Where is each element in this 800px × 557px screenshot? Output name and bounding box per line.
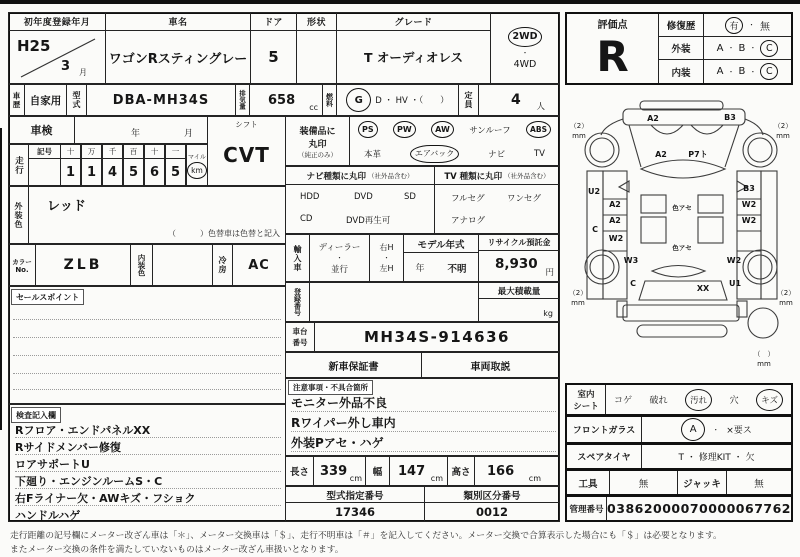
equipment-items-cell bbox=[349, 116, 560, 166]
equipment-label-2: 丸印 bbox=[308, 139, 327, 150]
evaluation-score: R bbox=[596, 31, 629, 81]
repair-yes-circled: 有 bbox=[725, 17, 743, 34]
damage-code: A2 bbox=[609, 216, 621, 225]
damage-code: XX bbox=[696, 284, 710, 293]
first-reg-cell bbox=[8, 30, 106, 84]
car-damage-diagram bbox=[565, 95, 795, 383]
windshield-note: ×要ス bbox=[726, 426, 752, 436]
seat-row bbox=[565, 383, 793, 416]
handle-dot: ・ bbox=[383, 254, 390, 262]
first-reg-month: 3 bbox=[61, 59, 71, 74]
digit-value: 6 bbox=[149, 165, 160, 180]
equipment-label-cell bbox=[285, 116, 350, 166]
spare-tire-value: T ・ 修理KIT ・ 欠 bbox=[678, 453, 755, 463]
drive-2wd-circled: 2WD bbox=[508, 27, 543, 47]
height-value: 166 bbox=[487, 464, 515, 479]
recycle-header: リサイクル預託金 bbox=[479, 235, 559, 251]
cooling-value: AC bbox=[232, 244, 286, 286]
damage-code: W2 bbox=[741, 200, 757, 209]
damage-code: C bbox=[630, 279, 636, 288]
shape-header: 形状 bbox=[296, 12, 337, 31]
damage-code: U2 bbox=[587, 187, 601, 196]
ruled-line bbox=[13, 337, 281, 338]
spare-tire-label: スペアタイヤ bbox=[567, 445, 642, 468]
grade-a: A bbox=[716, 42, 724, 54]
capacity-cell bbox=[478, 84, 560, 116]
mileage-col-5 bbox=[144, 144, 165, 186]
capacity-value: 4 bbox=[511, 92, 521, 108]
exterior-grade-c-circled: C bbox=[760, 40, 778, 57]
tools-value: 無 bbox=[610, 471, 678, 494]
dot: ・ bbox=[749, 44, 757, 52]
dot: ・ bbox=[749, 67, 757, 76]
mm-annotation: （ ） bbox=[753, 350, 775, 358]
inspection-note-item: ハンドルハゲ bbox=[15, 509, 81, 522]
tv-analog: アナログ bbox=[451, 216, 486, 226]
damage-code: A2 bbox=[609, 200, 621, 209]
recycle-unit: 円 bbox=[545, 268, 554, 278]
repair-no: 無 bbox=[760, 21, 770, 33]
displacement-value: 658 bbox=[268, 93, 296, 108]
displacement-unit: cc bbox=[309, 103, 318, 112]
month-suffix: 月 bbox=[79, 68, 87, 77]
inspection-note-item: 下廻り・エンジンルームS・C bbox=[15, 473, 281, 489]
registration-label: 登録番号 bbox=[285, 282, 310, 322]
car-name-header: 車名 bbox=[105, 12, 251, 31]
tv-type-header: TV 種類に丸印 bbox=[444, 171, 503, 182]
digit-header: 十 bbox=[61, 145, 80, 159]
digit-value: 1 bbox=[86, 165, 97, 180]
headlight-right bbox=[691, 125, 723, 134]
drive-4wd: 4WD bbox=[513, 58, 537, 70]
mm-annotation: （2） bbox=[773, 122, 793, 130]
digit-value: 1 bbox=[65, 165, 76, 180]
ext-color-note: （ ）色替車は色替と記入 bbox=[168, 229, 280, 238]
shape-value bbox=[296, 30, 337, 84]
evaluation-label: 評価点 bbox=[597, 19, 628, 31]
wheel-front-left-rim bbox=[590, 138, 614, 162]
import-dot: ・ bbox=[336, 254, 343, 262]
height-label: 高さ bbox=[447, 456, 475, 486]
chassis-label-2: 番号 bbox=[292, 338, 308, 347]
ruled-line bbox=[13, 355, 281, 356]
right-window-front bbox=[698, 195, 723, 213]
rear-bumper bbox=[623, 305, 739, 321]
drive-dot: ・ bbox=[521, 48, 529, 57]
mm-annotation: mm bbox=[776, 132, 790, 140]
wheel-front-right-rim bbox=[748, 138, 772, 162]
windshield bbox=[641, 160, 725, 178]
mileage-symbol-header: 記号 bbox=[29, 145, 60, 159]
tv-type-note: （社外品含む） bbox=[504, 172, 550, 180]
color-no-label-1: カラー bbox=[12, 257, 32, 266]
ext-color-label: 外装色 bbox=[8, 186, 29, 244]
width-value: 147 bbox=[398, 464, 426, 479]
grade-a: A bbox=[716, 66, 724, 77]
left-window-rear bbox=[641, 217, 666, 243]
issue-item: Rワイパー外し車内 bbox=[291, 414, 556, 432]
damage-code: 色アセ bbox=[672, 244, 692, 252]
dot: ・ bbox=[727, 67, 735, 76]
equipment-aw-circled: AW bbox=[431, 121, 454, 138]
type-number-header: 型式指定番号 bbox=[285, 486, 425, 503]
import-dealer-cell bbox=[309, 234, 370, 282]
ruled-line bbox=[13, 389, 281, 390]
equipment-sunroof: サンルーフ bbox=[469, 125, 511, 136]
damage-code: A2 bbox=[655, 150, 667, 159]
dot: ・ bbox=[727, 44, 735, 52]
dot: ・ bbox=[712, 425, 720, 434]
tools-label: 工具 bbox=[567, 471, 610, 494]
fuel-g-circled: G bbox=[346, 88, 371, 112]
inspection-notes-section bbox=[8, 404, 286, 522]
repair-history-label: 修復歴 bbox=[659, 14, 704, 36]
mileage-col-1 bbox=[60, 144, 81, 186]
mm-annotation: （2） bbox=[568, 289, 588, 297]
car-name-value: ワゴンRスティングレー bbox=[105, 30, 251, 84]
spare-tire-circle bbox=[748, 308, 778, 338]
navi-type-cell bbox=[285, 166, 435, 234]
first-reg-header: 初年度登録年月 bbox=[8, 12, 106, 31]
class-number-header: 類別区分番号 bbox=[424, 486, 560, 503]
interior-color-value bbox=[152, 244, 213, 286]
windshield-a-circled: A bbox=[681, 418, 705, 441]
evaluation-box bbox=[565, 12, 793, 85]
length-label: 長さ bbox=[285, 456, 314, 486]
damage-code: 色アセ bbox=[672, 204, 692, 212]
equipment-ps-circled: PS bbox=[358, 121, 378, 138]
capacity-unit: 人 bbox=[536, 102, 545, 112]
issue-item: 外装Pアセ・ハゲ bbox=[291, 434, 556, 452]
manual-cell: 車両取説 bbox=[421, 352, 560, 378]
jack-value: 無 bbox=[754, 478, 764, 490]
registration-value bbox=[309, 282, 479, 322]
width-label: 幅 bbox=[365, 456, 390, 486]
max-load-cell bbox=[478, 282, 560, 322]
tv-fullseg: フルセグ bbox=[451, 194, 485, 204]
navi-cd: CD bbox=[300, 214, 313, 224]
color-no-label-2: No. bbox=[15, 265, 29, 274]
km-circled: km bbox=[187, 162, 207, 179]
sales-point-section bbox=[8, 286, 286, 404]
interior-grade-c-circled: C bbox=[760, 63, 778, 80]
model-code-value: DBA-MH34S bbox=[86, 84, 236, 116]
rear-bumper-tab-left bbox=[617, 301, 627, 317]
jack-label: ジャッキ bbox=[678, 471, 727, 494]
length-unit: cm bbox=[349, 474, 362, 483]
digit-header: 千 bbox=[103, 145, 122, 159]
digit-header: 一 bbox=[166, 145, 185, 159]
equipment-navi: ナビ bbox=[488, 149, 506, 160]
ruled-line bbox=[13, 319, 281, 320]
class-number-value: 0012 bbox=[424, 502, 560, 522]
windshield-label: フロントガラス bbox=[567, 417, 642, 442]
mm-annotation: mm bbox=[757, 360, 771, 368]
digit-value: 5 bbox=[170, 165, 181, 180]
shift-value: CVT bbox=[223, 143, 270, 167]
displacement-cell bbox=[249, 84, 323, 116]
max-load-unit: kg bbox=[543, 309, 553, 318]
shaken-label: 車検 bbox=[8, 116, 75, 144]
hood-edges bbox=[629, 125, 739, 167]
inspection-note-item: Rサイドメンバー修復 bbox=[15, 439, 281, 455]
recycle-cell bbox=[478, 234, 560, 282]
rear-deck bbox=[639, 281, 727, 300]
mileage-col-2 bbox=[81, 144, 102, 186]
recycle-value: 8,930 bbox=[495, 256, 538, 272]
color-no-value: ZLB bbox=[35, 244, 131, 286]
handle-left: 左H bbox=[379, 264, 394, 273]
ruled-line bbox=[13, 373, 281, 374]
width-unit: cm bbox=[430, 474, 443, 483]
seat-ana: 穴 bbox=[729, 396, 739, 406]
issue-item: モニター外品不良 bbox=[291, 394, 556, 412]
spare-tire-row bbox=[565, 443, 793, 470]
management-label: 管理番号 bbox=[567, 497, 607, 520]
model-year-suffix: 年 bbox=[415, 264, 425, 274]
navi-dvd: DVD bbox=[354, 192, 373, 202]
chassis-label-1: 車台 bbox=[292, 327, 308, 336]
grade-b: B bbox=[738, 66, 746, 77]
issues-section bbox=[285, 378, 560, 456]
max-load-header: 最大積載量 bbox=[479, 283, 559, 299]
import-parallel: 並行 bbox=[330, 265, 348, 275]
digit-header: 万 bbox=[82, 145, 101, 159]
navi-dvd-play: DVD再生可 bbox=[346, 216, 391, 226]
ext-color-cell bbox=[28, 186, 286, 244]
equipment-tv: TV bbox=[533, 148, 545, 159]
first-reg-year: H25 bbox=[17, 37, 51, 55]
inspection-note-item: 右Fライナー欠・AWキズ・フショク bbox=[15, 490, 281, 506]
shaken-cell bbox=[74, 116, 208, 144]
digit-header: 百 bbox=[124, 145, 143, 159]
mm-annotation: mm bbox=[572, 132, 586, 140]
equipment-pw-circled: PW bbox=[393, 121, 416, 138]
damage-code: C bbox=[592, 225, 598, 234]
height-unit: cm bbox=[528, 474, 541, 483]
equipment-airbag-circled: エアバック bbox=[410, 145, 459, 163]
wheel-rear-left-rim bbox=[590, 255, 614, 279]
damage-code: B3 bbox=[724, 113, 736, 122]
equipment-label-note: （純正のみ） bbox=[298, 150, 337, 159]
history-label: 車歴 bbox=[8, 84, 25, 116]
seat-kizu-circled: キズ bbox=[756, 389, 783, 411]
length-value: 339 bbox=[320, 464, 348, 479]
equipment-label-1: 装備品に bbox=[299, 126, 336, 137]
digit-value: 5 bbox=[128, 165, 139, 180]
equipment-abs-circled: ABS bbox=[526, 121, 551, 138]
height-cell bbox=[474, 456, 560, 486]
mm-annotation: （2） bbox=[569, 122, 589, 130]
wheel-rear-right-rim bbox=[748, 255, 772, 279]
displacement-label: 排気量 bbox=[235, 84, 250, 116]
seat-yogore-circled: 汚れ bbox=[685, 389, 712, 411]
ext-color-value: レッド bbox=[47, 199, 86, 214]
color-no-label bbox=[8, 244, 36, 286]
inspection-note-item: ロアサポートU bbox=[15, 456, 281, 472]
rear-glass bbox=[652, 266, 705, 278]
shaken-month-suffix: 月 bbox=[183, 129, 193, 139]
scan-top-edge bbox=[0, 0, 800, 4]
navi-sd: SD bbox=[404, 192, 416, 202]
fuel-cell bbox=[336, 84, 459, 116]
chassis-value: MH34S-914636 bbox=[314, 322, 560, 352]
shaken-year-suffix: 年 bbox=[131, 129, 141, 139]
rear-bumper-lower bbox=[637, 325, 727, 337]
interior-color-label: 内装色 bbox=[130, 244, 153, 286]
mm-annotation: mm bbox=[779, 299, 793, 307]
grade-value: T オーディオレス bbox=[336, 30, 491, 84]
sales-point-tag: セールスポイント bbox=[11, 289, 84, 305]
fuel-options: D ・ HV ・（ ） bbox=[375, 96, 449, 106]
mileage-col-4 bbox=[123, 144, 144, 186]
width-cell bbox=[389, 456, 448, 486]
seat-yabure: 破れ bbox=[649, 396, 668, 406]
damage-code: W3 bbox=[623, 256, 639, 265]
handle-right: 右H bbox=[379, 243, 394, 252]
cooling-label: 冷房 bbox=[212, 244, 233, 286]
mile-label: マイル bbox=[188, 153, 206, 161]
seat-koge: コゲ bbox=[614, 396, 633, 406]
mm-annotation: （2） bbox=[776, 289, 795, 297]
mileage-symbol-col bbox=[28, 144, 61, 186]
inspection-note-item: Rフロア・エンドパネルXX bbox=[15, 422, 281, 438]
headlight-left bbox=[651, 125, 683, 134]
inspection-notes-tag: 検査記入欄 bbox=[11, 407, 61, 423]
shift-cell bbox=[207, 116, 286, 186]
dot: ・ bbox=[748, 21, 755, 29]
windshield-row bbox=[565, 415, 793, 444]
tools-row bbox=[565, 469, 793, 496]
digit-value: 4 bbox=[107, 165, 118, 180]
drive-type-cell bbox=[490, 12, 560, 84]
digit-header: 十 bbox=[145, 145, 164, 159]
import-label: 輸入車 bbox=[285, 234, 310, 282]
damage-code: A2 bbox=[647, 114, 659, 123]
grade-header: グレード bbox=[336, 12, 491, 31]
damage-code: W2 bbox=[726, 256, 742, 265]
right-side-strip bbox=[761, 171, 777, 299]
door-header: ドア bbox=[250, 12, 297, 31]
damage-code: W2 bbox=[741, 216, 757, 225]
management-value: 03862000070000067762 bbox=[607, 501, 791, 516]
mm-annotation: mm bbox=[571, 299, 585, 307]
model-year-value: 不明 bbox=[447, 263, 467, 275]
model-year-cell bbox=[403, 234, 479, 282]
type-number-value: 17346 bbox=[285, 502, 425, 522]
history-value: 自家用 bbox=[24, 84, 67, 116]
damage-code: W2 bbox=[608, 234, 624, 243]
mileage-unit-cell bbox=[186, 144, 208, 186]
footer-note-line2: またメーター交換の条件を満たしていないものはメーター改ざん車扱いとなります。 bbox=[10, 545, 344, 555]
equipment-leather: 本革 bbox=[364, 149, 382, 160]
exterior-grade-label: 外装 bbox=[659, 37, 704, 59]
model-code-label: 型式 bbox=[66, 84, 87, 116]
tv-oneseg: ワンセグ bbox=[507, 194, 542, 204]
capacity-label: 定員 bbox=[458, 84, 479, 116]
warranty-cell: 新車保証書 bbox=[285, 352, 422, 378]
left-window-front bbox=[641, 195, 666, 213]
mileage-col-3 bbox=[102, 144, 123, 186]
model-year-header: モデル年式 bbox=[404, 235, 478, 253]
fuel-label: 燃料 bbox=[322, 84, 337, 116]
handle-cell bbox=[369, 234, 404, 282]
footer-note-line1: 走行距離の記号欄にメーター改ざん車は「＊」、メーター交換車は「＄」、走行不明車は「＃」を記入してください。メーター交換で合算表示した場合にも「＄」は必要となります。 bbox=[10, 531, 722, 541]
right-window-rear bbox=[698, 217, 723, 243]
length-cell bbox=[313, 456, 366, 486]
import-dealer: ディーラー bbox=[318, 243, 361, 253]
management-row bbox=[565, 495, 793, 522]
tv-type-cell bbox=[434, 166, 560, 234]
interior-grade-label: 内装 bbox=[659, 60, 704, 83]
mileage-label: 走行 bbox=[8, 144, 29, 186]
seat-label-2: シート bbox=[573, 401, 599, 412]
issues-tag: 注意事項・不具合箇所 bbox=[288, 380, 373, 395]
navi-type-note: （社外品含む） bbox=[368, 172, 414, 180]
damage-code: P7ト bbox=[688, 150, 708, 159]
seat-label-1: 室内 bbox=[577, 389, 595, 400]
mileage-col-6 bbox=[165, 144, 186, 186]
navi-hdd: HDD bbox=[300, 192, 320, 202]
damage-code: B3 bbox=[743, 184, 755, 193]
shift-label: シフト bbox=[235, 119, 258, 129]
door-value: 5 bbox=[250, 30, 297, 84]
navi-type-header: ナビ種類に丸印 bbox=[306, 171, 366, 182]
scan-left-edge bbox=[0, 128, 2, 430]
damage-code: U1 bbox=[728, 279, 742, 288]
chassis-label bbox=[285, 322, 315, 352]
grade-b: B bbox=[738, 42, 746, 54]
